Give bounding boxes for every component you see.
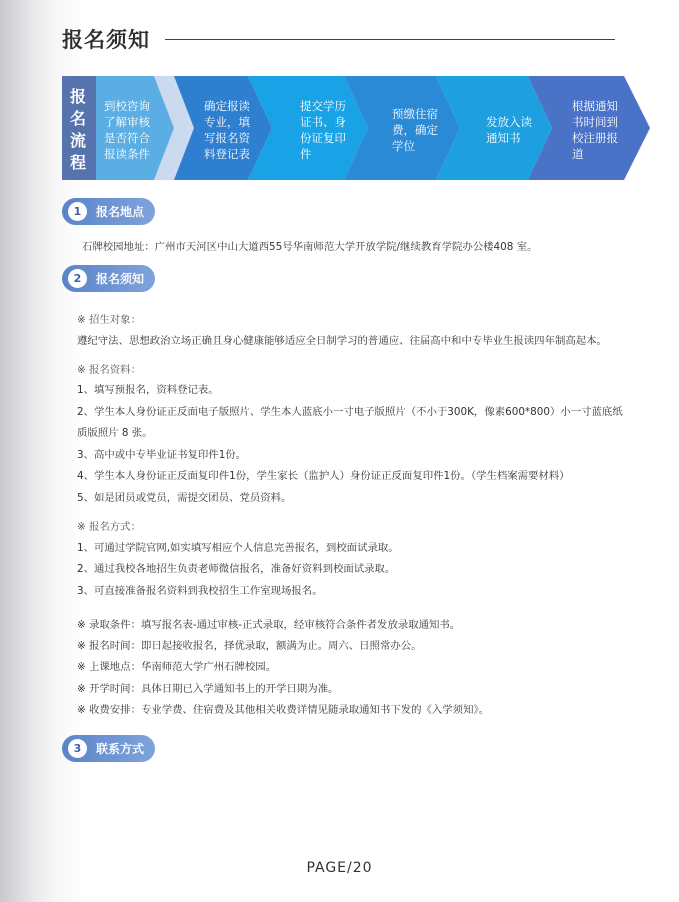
section-title: 报名须知 (96, 272, 145, 286)
section-number-badge: 2 (68, 269, 87, 288)
flow-step-line: 份证复印 (300, 131, 346, 145)
title-divider (165, 39, 615, 40)
target-heading: ※ 招生对象： (77, 314, 141, 326)
flow-step-line: 证书、身 (300, 115, 346, 129)
flow-step-line: 提交学历 (300, 99, 346, 113)
flow-step-line: 到校咨询 (104, 99, 150, 113)
flow-step-line: 确定报读 (204, 99, 250, 113)
location-address: 石牌校园地址：广州市天河区中山大道西55号华南师范大学开放学院/继续教育学院办公楼408 室。 (82, 241, 538, 253)
flow-step-line: 通知书 (486, 131, 521, 145)
section-header-contact (62, 735, 155, 762)
flow-step-line: 是否符合 (104, 131, 150, 145)
materials-item: 2、学生本人身份证正反面电子版照片、学生本人蓝底小一寸电子版照片（不小于300K，像素600*800）小一寸蓝底纸 (77, 406, 623, 418)
notice-other-item: ※ 收费安排：专业学费、住宿费及其他相关收费详情见随录取通知书下发的《入学须知》。 (77, 704, 490, 716)
flow-step-line: 预缴住宿 (392, 107, 438, 121)
materials-item: 3、高中或中专毕业证书复印件1份。 (77, 449, 247, 461)
flow-step-4-text (392, 106, 438, 154)
notice-other-item: ※ 录取条件：填写报名表-通过审核-正式录取，经审核符合条件者发放录取通知书。 (77, 619, 461, 631)
materials-item: 质版照片 8 张。 (77, 427, 153, 439)
enrollment-flow (62, 76, 652, 180)
section-header-location (62, 198, 155, 225)
flow-step-line: 道 (572, 147, 584, 161)
methods-heading: ※ 报名方式： (77, 521, 141, 533)
flow-step-line: 根据通知 (572, 99, 618, 113)
target-text: 遵纪守法、思想政治立场正确且身心健康能够适应全日制学习的普通应、往届高中和中专毕业生报读四年制高起本。 (77, 335, 607, 347)
materials-item: 5、如是团员或党员，需提交团员、党员资料。 (77, 492, 292, 504)
flow-step-1-text (104, 98, 150, 162)
materials-item: 1、填写预报名，资料登记表。 (77, 384, 219, 396)
materials-item: 4、学生本人身份证正反面复印件1份，学生家长（监护人）身份证正反面复印件1份。（学生档案需要材料） (77, 470, 570, 482)
flow-step-5-text (486, 114, 532, 146)
flow-step-line: 专业，填 (204, 115, 250, 129)
materials-heading: ※ 报名资料： (77, 364, 141, 376)
flow-step-3-text (300, 98, 346, 162)
flow-step-2-text (204, 98, 250, 162)
flow-chevrons (62, 76, 652, 180)
flow-label-char: 报 (69, 87, 86, 106)
section-number-badge: 1 (68, 202, 87, 221)
flow-label-char: 程 (69, 153, 86, 172)
methods-item: 1、可通过学院官网,如实填写相应个人信息完善报名，到校面试录取。 (77, 542, 399, 554)
methods-item: 2、通过我校各地招生负责老师微信报名，准备好资料到校面试录取。 (77, 563, 396, 575)
methods-item: 3、可直接准备报名资料到我校招生工作室现场报名。 (77, 585, 323, 597)
flow-step-line: 料登记表 (204, 147, 250, 161)
notice-other-item: ※ 上课地点：华南师范大学广州石牌校园。 (77, 661, 277, 673)
flow-step-line: 学位 (392, 139, 415, 153)
flow-step-line: 费，确定 (392, 123, 438, 137)
page-title: 报名须知 (62, 28, 150, 52)
flow-step-line: 书时间到 (572, 115, 618, 129)
flow-label-char: 流 (69, 131, 86, 150)
flow-step-line: 校注册报 (572, 131, 618, 145)
flow-label-char: 名 (69, 109, 86, 128)
section-title: 联系方式 (96, 742, 145, 756)
flow-step-line: 发放入读 (486, 115, 532, 129)
page-number: PAGE/20 (306, 860, 373, 876)
notice-other-item: ※ 开学时间：具体日期已入学通知书上的开学日期为准。 (77, 683, 339, 695)
flow-step-line: 了解审核 (104, 115, 150, 129)
section-number-badge: 3 (68, 739, 87, 758)
flow-step-line: 件 (300, 147, 312, 161)
flow-step-6-text (572, 98, 618, 162)
flow-step-line: 报读条件 (104, 147, 150, 161)
section-header-notice (62, 265, 155, 292)
flow-step-line: 写报名资 (204, 131, 250, 145)
section-title: 报名地点 (96, 205, 145, 219)
notice-other-item: ※ 报名时间：即日起接收报名，择优录取，额满为止。周六、日照常办公。 (77, 640, 422, 652)
flow-label (66, 86, 90, 174)
